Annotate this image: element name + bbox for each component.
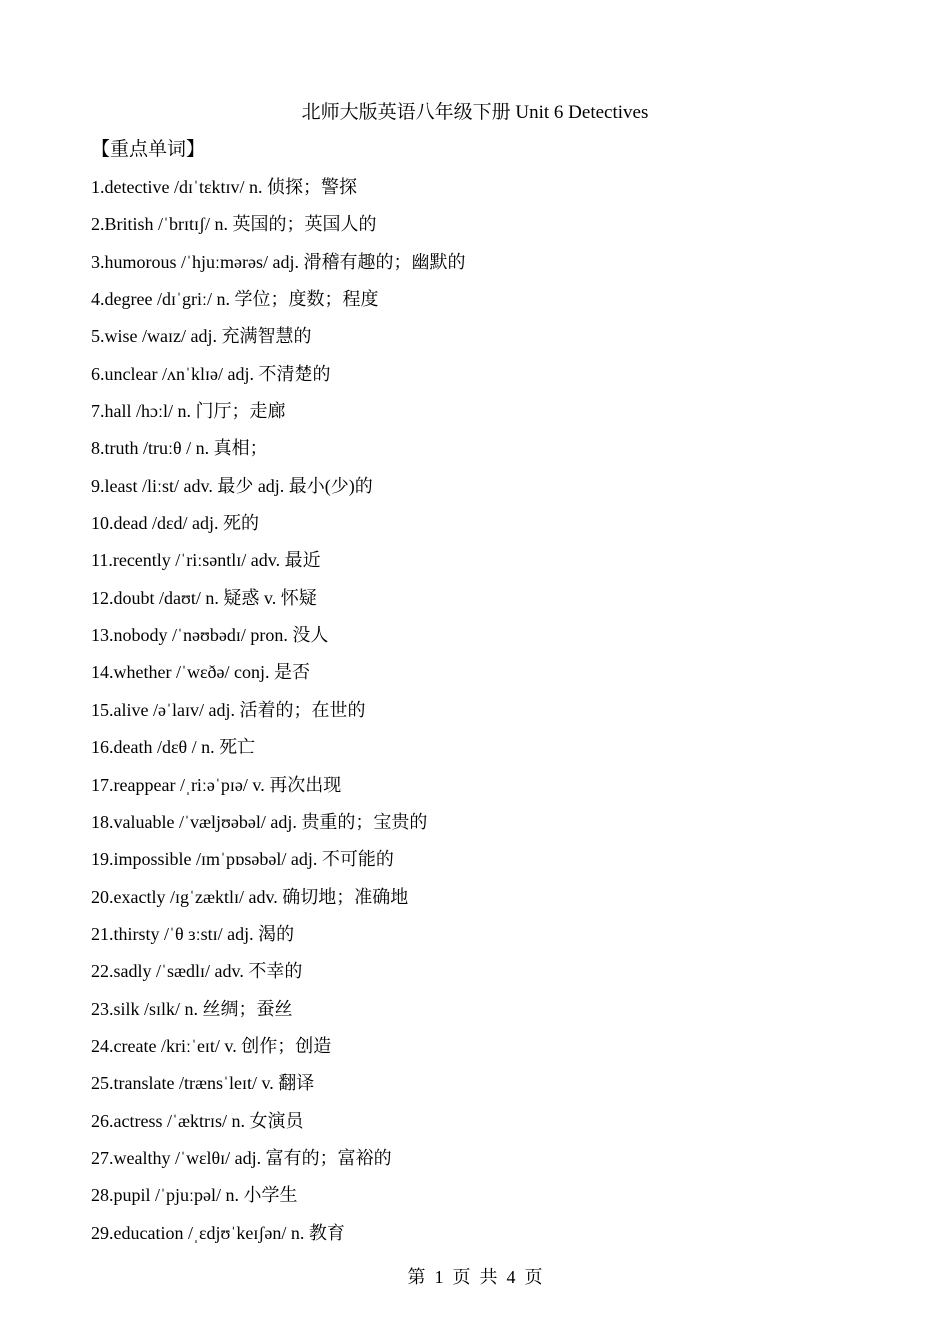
vocab-item: 4.degree /dɪˈgriː/ n. 学位；度数；程度: [91, 289, 379, 310]
vocab-item: 2.British /ˈbrɪtɪʃ/ n. 英国的；英国人的: [91, 214, 377, 235]
vocab-item: 7.hall /hɔːl/ n. 门厅；走廊: [91, 401, 286, 422]
vocab-item: 10.dead /dɛd/ adj. 死的: [91, 513, 260, 534]
vocab-item: 8.truth /truːθ / n. 真相；: [91, 438, 268, 459]
vocab-item: 16.death /dɛθ / n. 死亡: [91, 737, 256, 758]
vocab-item: 18.valuable /ˈvæljʊəbəl/ adj. 贵重的；宝贵的: [91, 811, 428, 832]
vocab-item: 26.actress /ˈæktrɪs/ n. 女演员: [91, 1110, 304, 1131]
vocab-item: 23.silk /sɪlk/ n. 丝绸；蚕丝: [91, 998, 293, 1019]
vocab-item: 13.nobody /ˈnəʊbədɪ/ pron. 没人: [91, 625, 329, 646]
vocab-item: 20.exactly /ɪgˈzæktlɪ/ adv. 确切地；准确地: [91, 886, 409, 907]
vocab-item: 12.doubt /daʊt/ n. 疑惑 v. 怀疑: [91, 587, 317, 608]
vocab-item: 29.education /ˌɛdjʊˈkeɪʃən/ n. 教育: [91, 1222, 345, 1243]
vocab-item: 22.sadly /ˈsædlɪ/ adv. 不幸的: [91, 961, 303, 982]
vocab-item: 24.create /kriːˈeɪt/ v. 创作；创造: [91, 1035, 332, 1056]
vocabulary-list: [91, 175, 465, 1258]
page-footer: 第 1 页 共 4 页: [407, 1267, 543, 1287]
vocab-item: 11.recently /ˈriːsəntlɪ/ adv. 最近: [91, 550, 321, 571]
vocab-item: 3.humorous /ˈhjuːmərəs/ adj. 滑稽有趣的；幽默的: [91, 251, 466, 272]
vocab-item: 15.alive /əˈlaɪv/ adj. 活着的；在世的: [91, 699, 366, 720]
vocab-item: 25.translate /trænsˈleɪt/ v. 翻译: [91, 1073, 315, 1094]
vocab-item: 17.reappear /ˌriːəˈpɪə/ v. 再次出现: [91, 774, 342, 795]
vocab-item: 21.thirsty /ˈθ ɜːstɪ/ adj. 渴的: [91, 923, 295, 944]
vocab-item: 28.pupil /ˈpjuːpəl/ n. 小学生: [91, 1185, 298, 1206]
document-title: 北师大版英语八年级下册 Unit 6 Detectives: [301, 102, 649, 123]
vocab-item: 27.wealthy /ˈwɛlθɪ/ adj. 富有的；富裕的: [91, 1147, 392, 1168]
vocab-item: 1.detective /dɪˈtɛktɪv/ n. 侦探；警探: [91, 177, 358, 197]
vocab-item: 9.least /liːst/ adv. 最少 adj. 最小(少)的: [91, 475, 373, 496]
vocab-item: 19.impossible /ɪmˈpɒsəbəl/ adj. 不可能的: [91, 849, 394, 870]
vocab-item: 14.whether /ˈwɛðə/ conj. 是否: [91, 662, 311, 683]
vocab-item: 5.wise /waɪz/ adj. 充满智慧的: [91, 326, 312, 347]
section-heading: 【重点单词】: [91, 139, 206, 160]
vocab-item: 6.unclear /ʌnˈklɪə/ adj. 不清楚的: [91, 363, 331, 384]
